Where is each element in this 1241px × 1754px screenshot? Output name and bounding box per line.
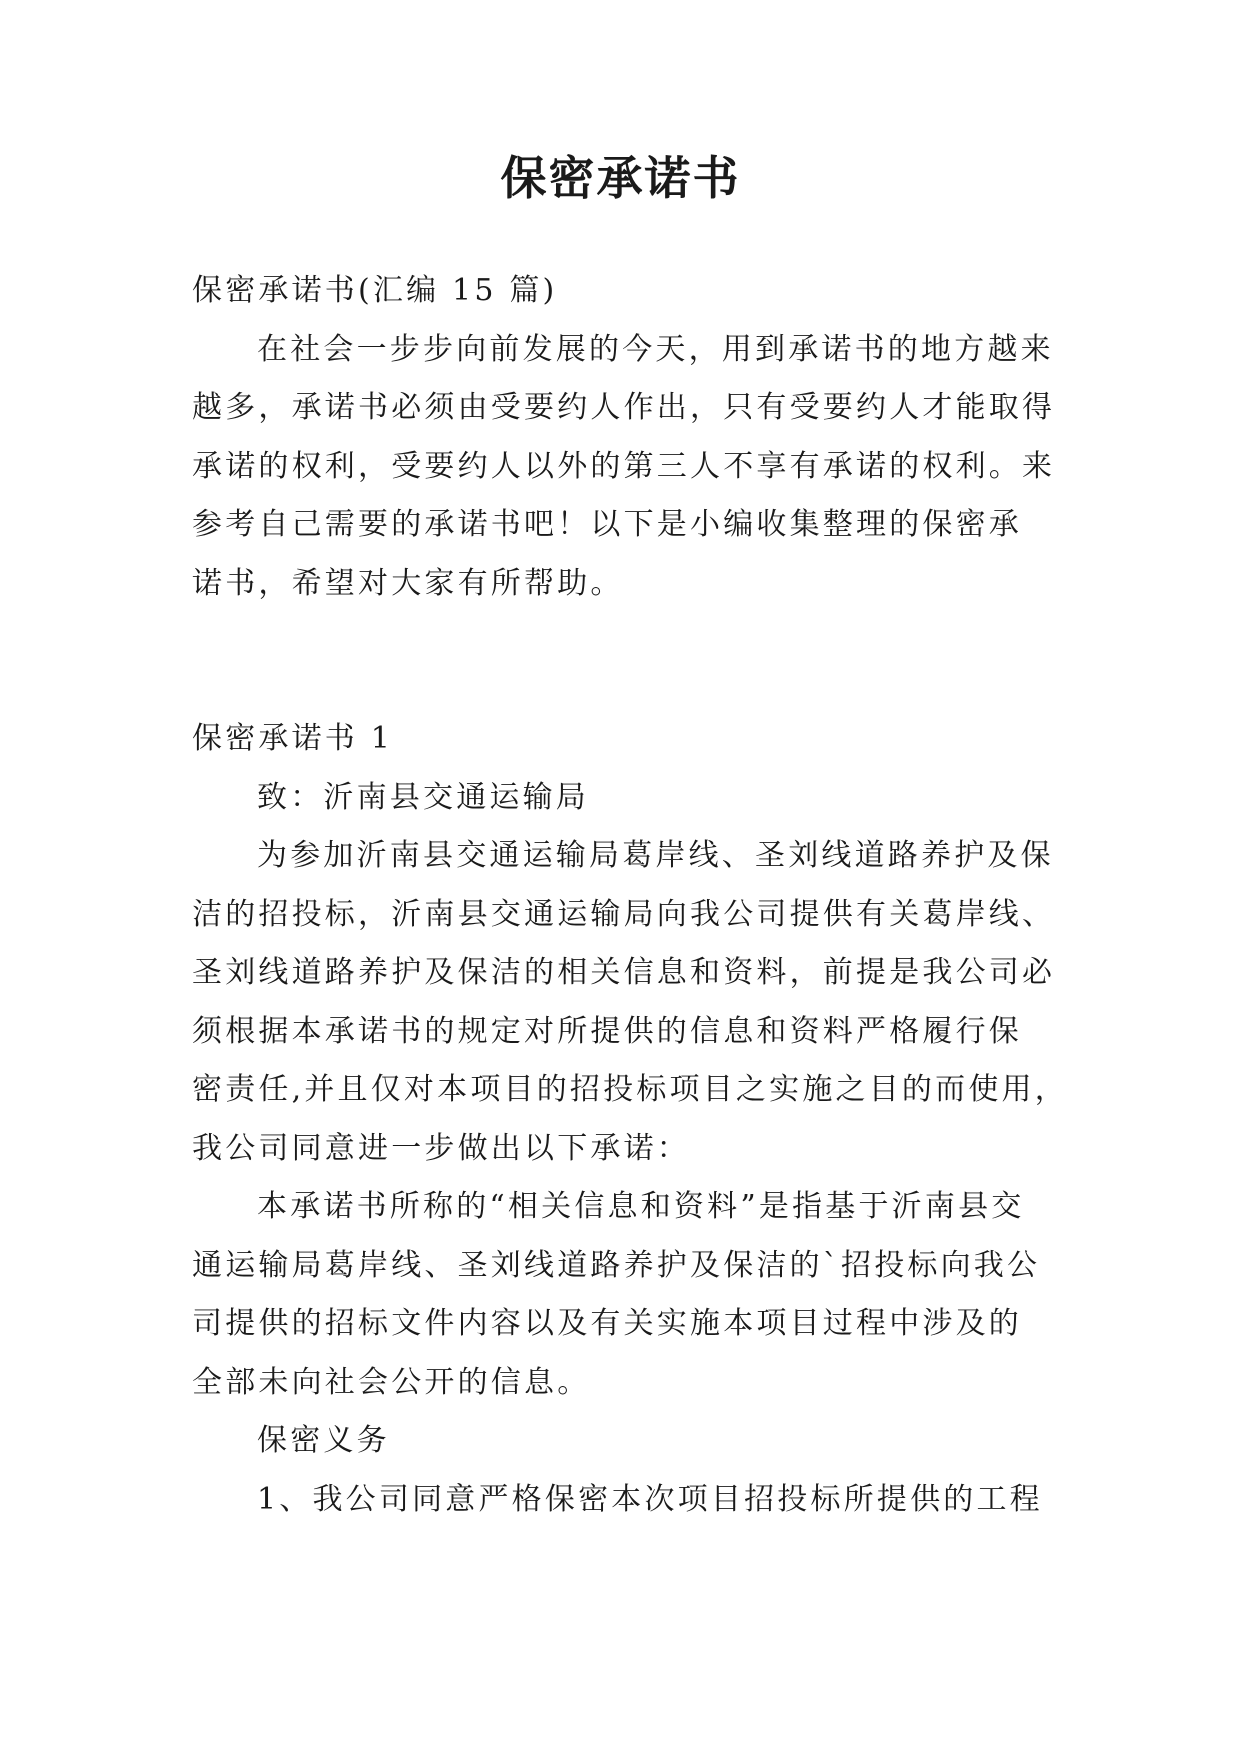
paragraph-line: 洁的招投标，沂南县交通运输局向我公司提供有关葛岸线、 (192, 896, 1056, 932)
document-title: 保密承诺书 (500, 151, 741, 205)
paragraph-line: 密责任,并且仅对本项目的招投标项目之实施之目的而使用， (192, 1072, 1068, 1107)
paragraph-line: 全部未向社会公开的信息。 (192, 1364, 591, 1400)
paragraph-line: 本承诺书所称的“相关信息和资料”是指基于沂南县交 (257, 1189, 1025, 1224)
intro-line: 参考自己需要的承诺书吧！以下是小编收集整理的保密承 (192, 507, 1022, 542)
intro-line: 越多，承诺书必须由受要约人作出，只有受要约人才能取得 (192, 390, 1056, 425)
paragraph-line: 通运输局葛岸线、圣刘线道路养护及保洁的`招投标向我公 (192, 1247, 1041, 1283)
paragraph-line: 我公司同意进一步做出以下承诺： (192, 1130, 690, 1166)
addressee-line: 致：沂南县交通运输局 (257, 779, 589, 815)
paragraph-line: 司提供的招标文件内容以及有关实施本项目过程中涉及的 (192, 1306, 1022, 1341)
document-body (192, 262, 1068, 1529)
intro-line: 在社会一步步向前发展的今天，用到承诺书的地方越来 (257, 331, 1054, 367)
intro-heading: 保密承诺书(汇编 15 篇) (192, 273, 558, 308)
subheading: 保密义务 (257, 1423, 390, 1458)
section-spacer (192, 613, 1062, 710)
intro-line: 承诺的权利，受要约人以外的第三人不享有承诺的权利。来 (192, 448, 1056, 484)
intro-line: 诺书，希望对大家有所帮助。 (192, 565, 624, 601)
paragraph-line: 须根据本承诺书的规定对所提供的信息和资料严格履行保 (192, 1013, 1022, 1049)
section-heading: 保密承诺书 1 (192, 721, 394, 756)
paragraph-line: 为参加沂南县交通运输局葛岸线、圣刘线道路养护及保 (257, 838, 1054, 873)
list-item: 1、我公司同意严格保密本次项目招投标所提供的工程 (257, 1481, 1043, 1517)
paragraph-line: 圣刘线道路养护及保洁的相关信息和资料，前提是我公司必 (192, 955, 1056, 990)
